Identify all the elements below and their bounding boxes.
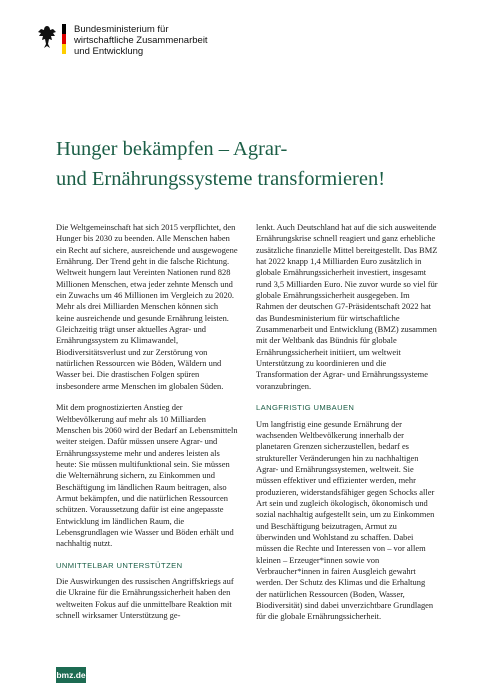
left-paragraph-3: Die Auswirkungen des russischen Angriffskriegs auf die Ukraine für die Ernährungssicherheit haben den weltweiten Fokus auf die unmittelbare Reaktion mit schnell wirksamer Unterstützung ge-	[56, 575, 234, 620]
title-line-2: und Ernährungssysteme transformieren!	[56, 168, 386, 190]
left-paragraph-1: Die Weltgemeinschaft hat sich 2015 verpflichtet, den Hunger bis 2030 zu beenden. Alle Menschen haben ein Recht auf sichere, ausreichende und ausgewogene Ernährung. Der Trend geht in die falsche Richtung. Weltweit hungern laut Vereinten Nationen rund 828 Millionen Menschen, etwa jeder zehnte Mensch und ein Zuwachs um 46 Millionen im Vergleich zu 2020. Mehr als drei Milliarden Menschen können sich keine ausreichende und gesunde Ernährung leisten. Gleichzeitig trägt unser aktuelles Agrar- und Ernährungssystem zu Klimawandel, Biodiversitätsverlust und zur Zerstörung von natürlichen Ressourcen wie Böden, Wäldern und Wasser bei. Die drastischen Folgen spüren insbesondere arme Menschen im globalen Süden.	[56, 222, 238, 391]
title-line-1: Hunger bekämpfen – Agrar-	[56, 138, 288, 160]
german-flag-stripe	[62, 24, 66, 54]
section-heading-unmittelbar: UNMITTELBAR UNTERSTÜTZEN	[56, 560, 183, 570]
right-paragraph-2: Um langfristig eine gesunde Ernährung der wachsenden Weltbevölkerung innerhalb der planetaren Grenzen sicherzustellen, bedarf es struktureller Veränderungen hin zu nachhaltigen Agrar- und Ernährungssystemen, weltweit. Sie müssen effektiver und effizienter werden, mehr produzieren, widerstandsfähiger gegen Schocks aller Art sein und zugleich ökologisch, ökonomisch und sozial nachhaltig aufgestellt sein, um zu Einkommen und Beschäftigung beizutragen, Armut zu überwinden und Wohlstand zu schaffen. Dabei müssen die Rechte und Interessen von – vor allem kleinen – Erzeuger*innen sowie von Verbraucher*innen in fairen Ausgleich gewahrt werden. Der Schutz des Klimas und die Erhaltung der natürlichen Ressourcen (Boden, Wasser, Biodiversität) sind dabei unverzichtbare Grundlagen für die globale Ernährungssicherheit.	[256, 418, 435, 622]
flag-red	[62, 34, 66, 44]
bmz-logo[interactable]: bmz.de	[56, 667, 86, 683]
ministry-line-2: wirtschaftliche Zusammenarbeit	[74, 35, 208, 46]
right-paragraph-1: lenkt. Auch Deutschland hat auf die sich ausweitende Ernährungskrise schnell reagiert und ganz erhebliche zusätzliche finanzielle Mittel bereitgestellt. Das BMZ hat 2022 knapp 1,4 Milliarden Euro zusätzlich in globale Ernährungssicherheit investiert, insgesamt rund 3,5 Milliarden Euro. Nie zuvor wurde so viel für globale Ernährungssicherheit ausgegeben. Im Rahmen der deutschen G7-Präsidentschaft 2022 hat das Bundesministerium für wirtschaftliche Zusammenarbeit und Entwicklung (BMZ) zusammen mit der Weltbank das Bündnis für globale Ernährungssicherheit initiiert, um weltweit Unterstützung zu koordinieren und die Transformation der Agrar- und Ernährungssysteme voranzubringen.	[256, 222, 438, 391]
flag-gold	[62, 44, 66, 54]
right-column	[256, 222, 438, 633]
ministry-name	[74, 24, 208, 57]
page-title	[56, 134, 456, 194]
left-paragraph-2: Mit dem prognostizierten Anstieg der Weltbevölkerung auf mehr als 10 Milliarden Menschen bis 2060 wird der Bedarf an Lebensmitteln weiter steigen. Dafür müssen unsere Agrar- und Ernährungssysteme mehr und anderes leisten als heute: Sie müssen multifunktional sein. Sie müssen die Welternährung sichern, zu Einkommen und Beschäftigung im ländlichen Raum beitragen, also Armut bekämpfen, und die natürlichen Ressourcen schützen. Voraussetzung dafür ist eine angepasste Entwicklung im ländlichen Raum, die Lebensgrundlagen wie Wasser und Böden erhält und nachhaltig nutzt.	[56, 402, 238, 549]
left-column	[56, 222, 238, 631]
ministry-header	[36, 24, 208, 57]
section-heading-langfristig: LANGFRISTIG UMBAUEN	[256, 403, 355, 413]
ministry-line-1: Bundesministerium für	[74, 24, 169, 35]
flag-black	[62, 24, 66, 34]
ministry-line-3: und Entwicklung	[74, 46, 144, 57]
federal-eagle-icon	[36, 24, 58, 50]
